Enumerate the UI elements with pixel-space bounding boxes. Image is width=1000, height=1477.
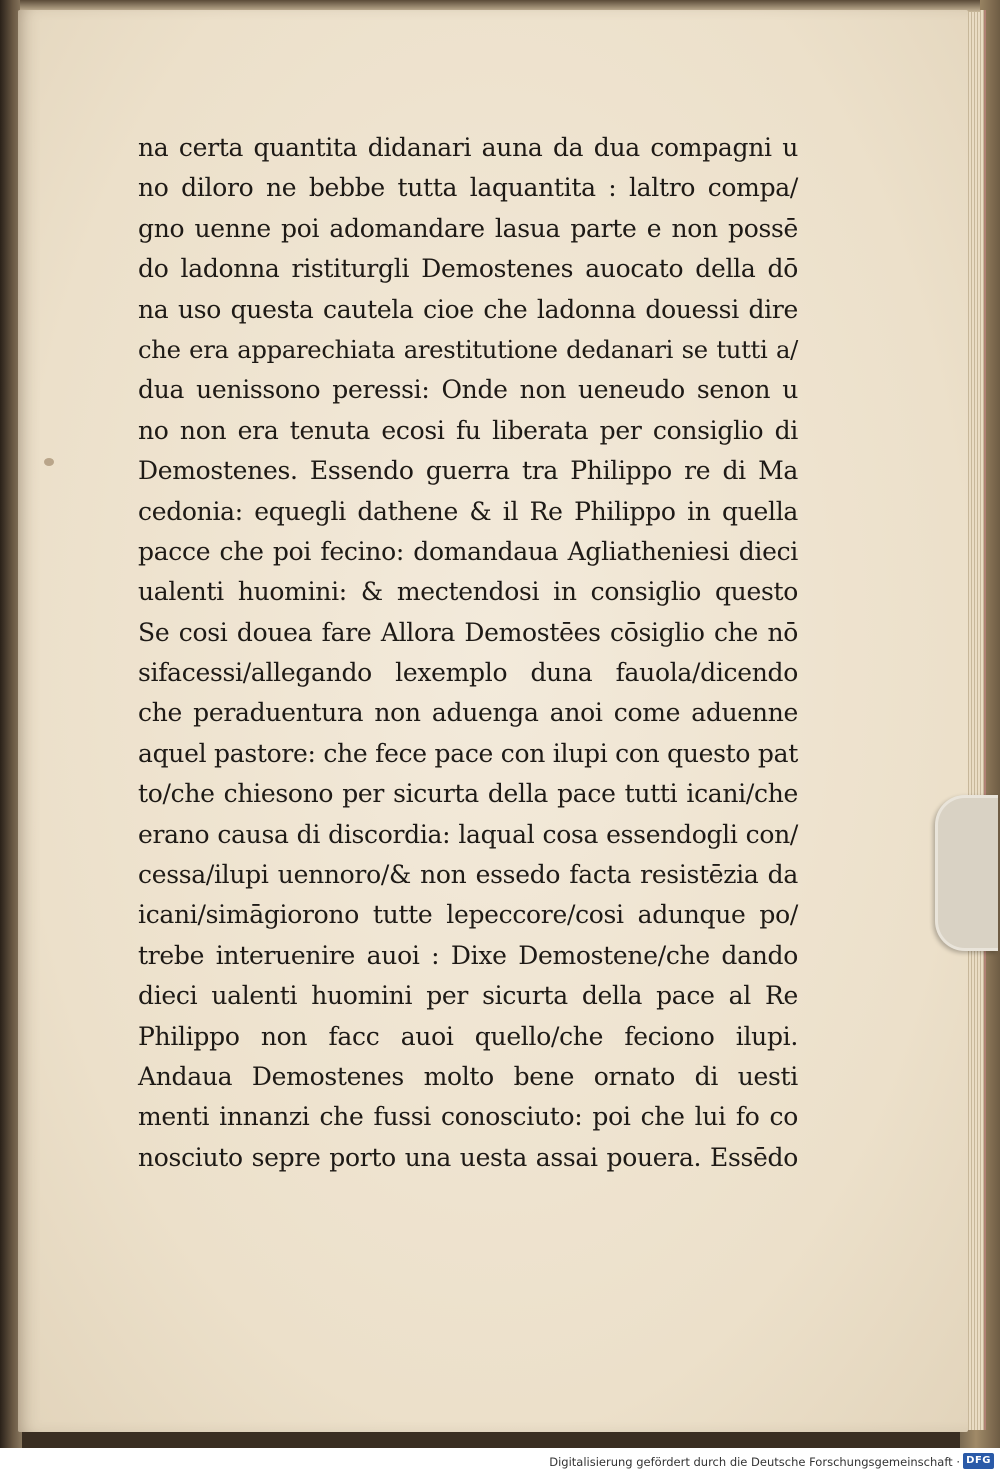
text-line: nosciuto sepre porto una uesta assai pouera. Essēdo: [138, 1142, 798, 1172]
page-clip: [935, 795, 998, 951]
text-line: Philippo non facc auoi quello/che feciono ilupi.: [138, 1021, 798, 1051]
text-line: pacce che poi fecino: domandaua Agliatheniesi dieci: [138, 536, 798, 566]
text-block: [138, 128, 798, 1178]
text-line: cedonia: equegli dathene & il Re Philippo in quella: [138, 496, 798, 526]
text-line: trebe interuenire auoi : Dixe Demostene/che dando: [138, 940, 798, 970]
text-line: Demostenes. Essendo guerra tra Philippo re di Ma: [138, 456, 798, 486]
text-line: erano causa di discordia: laqual cosa essendogli con/: [138, 819, 798, 849]
text-line: icani/simāgiorono tutte lepeccore/cosi adunque po/: [138, 900, 798, 930]
text-line: dieci ualenti huomini per sicurta della pace al Re: [138, 981, 798, 1011]
text-line: ualenti huomini: & mectendosi in consiglio questo: [138, 577, 798, 607]
text-line: che era apparechiata arestitutione dedanari se tutti a/: [138, 334, 798, 364]
text-line: gno uenne poi adomandare lasua parte e non possē: [138, 213, 798, 243]
text-line: na certa quantita didanari auna da dua compagni u: [138, 133, 798, 162]
text-line: menti innanzi che fussi conosciuto: poi che lui fo co: [138, 1102, 798, 1132]
text-line: do ladonna ristiturgli Demostenes auocato della dō: [138, 254, 798, 284]
dfg-logo: DFG: [963, 1453, 994, 1469]
text-line: che peraduentura non aduenga anoi come aduenne: [138, 698, 798, 728]
text-line: Andaua Demostenes molto bene ornato di uesti: [138, 1061, 798, 1091]
text-line: to/che chiesono per sicurta della pace tutti icani/che: [138, 779, 798, 809]
text-line: na uso questa cautela cioe che ladonna douessi dire: [138, 294, 798, 324]
text-line: Se cosi douea fare Allora Demostēes cōsiglio che nō: [138, 617, 798, 647]
text-line: cessa/ilupi uennoro/& non essedo facta resistēzia da: [138, 860, 798, 890]
funding-credit: Digitalisierung gefördert durch die Deutsche Forschungsgemeinschaft ·: [549, 1455, 960, 1469]
text-line: no diloro ne bebbe tutta laquantita : laltro compa/: [138, 173, 798, 203]
text-line: aquel pastore: che fece pace con ilupi con questo pat: [138, 738, 798, 768]
text-line: dua uenissono peressi: Onde non ueneudo senon u: [138, 375, 798, 405]
paper-stain: [44, 458, 54, 466]
text-line: sifacessi/allegando lexemplo duna fauola/dicendo: [138, 658, 798, 688]
text-line: no non era tenuta ecosi fu liberata per consiglio di: [138, 415, 798, 445]
